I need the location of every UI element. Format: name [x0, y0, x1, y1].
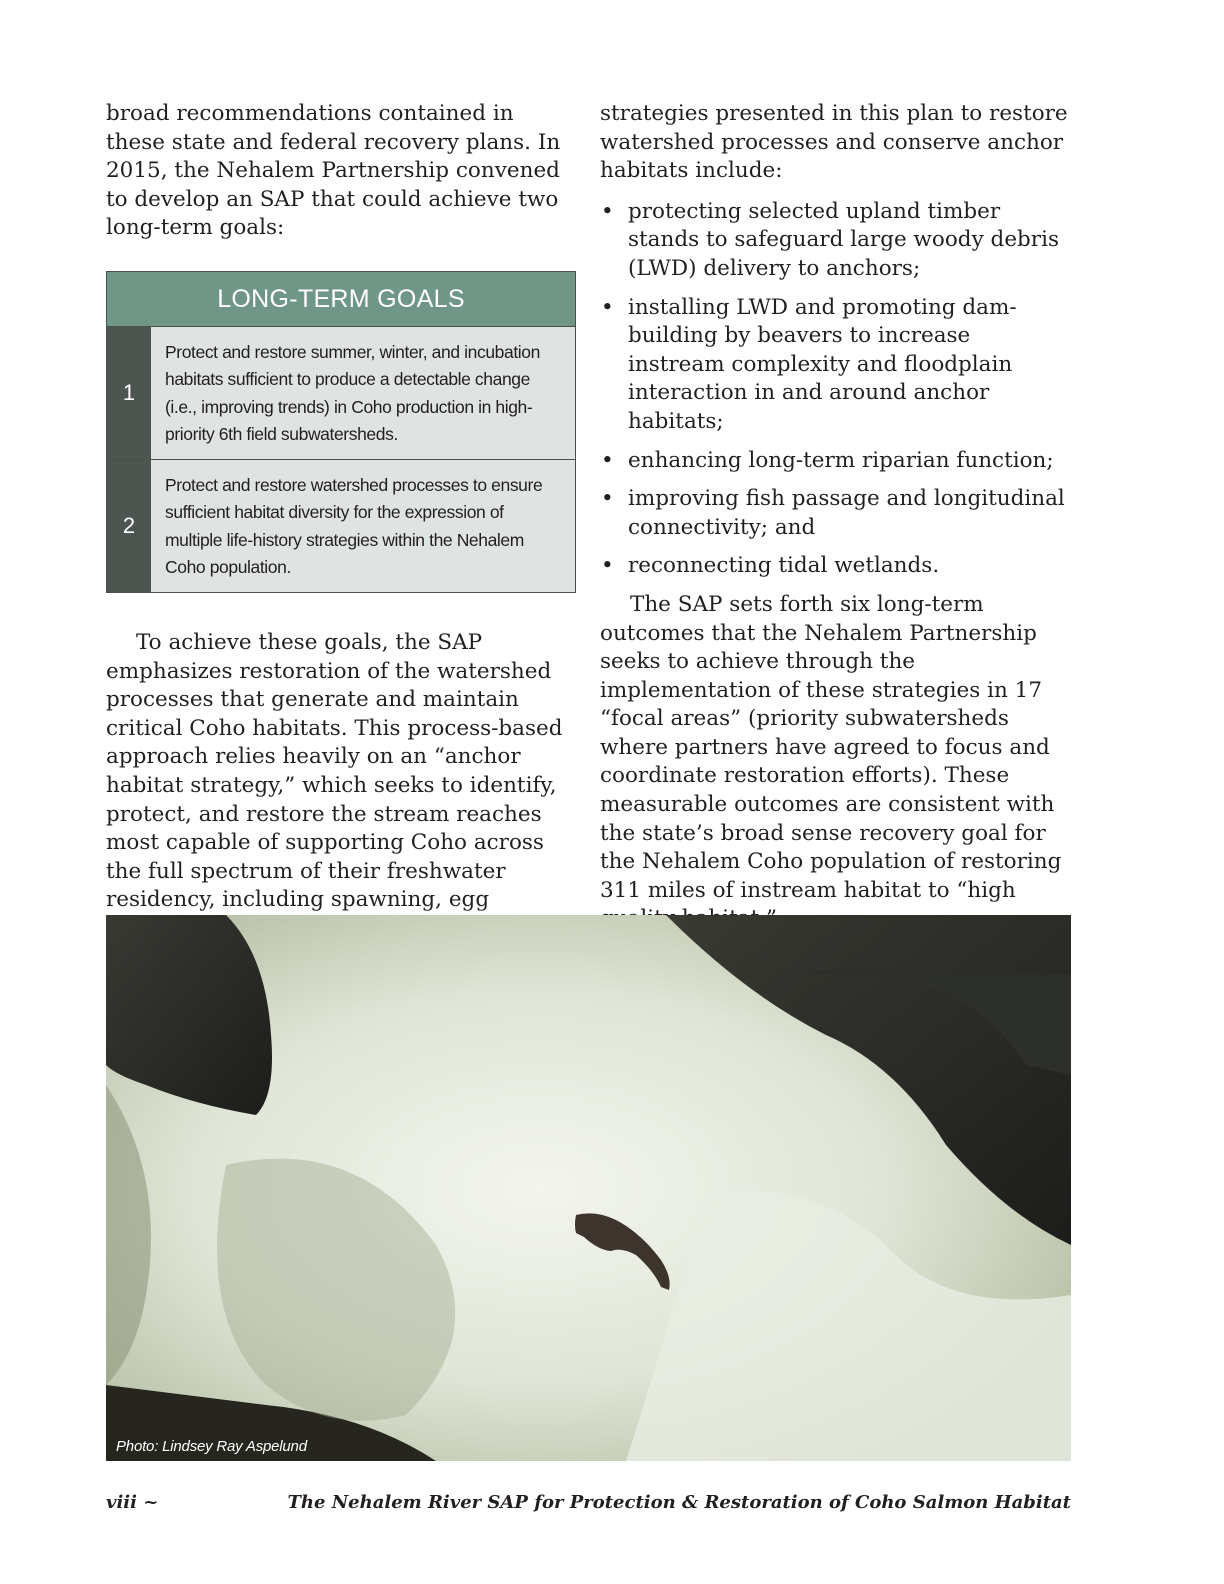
waterfall-illustration [106, 915, 1071, 1461]
page-number: viii ~ [106, 1492, 159, 1513]
list-item: • improving fish passage and longitudinal connectivity; and [600, 485, 1072, 542]
strategy-list [600, 198, 1072, 581]
list-item: • reconnecting tidal wetlands. [600, 552, 1072, 581]
goal-number: 1 [107, 327, 151, 459]
goal-row [107, 327, 575, 459]
waterfall-photo [106, 915, 1071, 1461]
list-item: • protecting selected upland timber stands to safeguard large woody debris (LWD) delivery to anchors; [600, 198, 1072, 284]
goals-table-title: LONG-TERM GOALS [107, 272, 575, 327]
right-column [600, 100, 1072, 934]
long-term-goals-table [106, 271, 576, 593]
outcomes-paragraph: The SAP sets forth six long-term outcomes that the Nehalem Partnership seeks to achieve through the implementation of these strategies in 17 “focal areas” (priority subwatersheds where partners have agreed to focus and coordinate restoration efforts). These measurable outcomes are consistent with the state’s broad sense recovery goal for the Nehalem Coho population of restoring 311 miles of instream habitat to “high [600, 591, 1062, 903]
intro-paragraph: broad recommendations contained in these state and federal recovery plans. In 2015, the Nehalem Partnership convened to develop an SAP that could achieve two long-term goals: [106, 101, 561, 241]
left-column [106, 100, 578, 972]
strategies-paragraph: strategies presented in this plan to restore watershed processes and conserve anchor habitats include: [600, 101, 1068, 184]
list-item: • enhancing long-term riparian function; [600, 447, 1072, 476]
goal-row [107, 459, 575, 592]
goal-number: 2 [107, 460, 151, 592]
goal-text: Protect and restore summer, winter, and incubation habitats sufficient to produce a detectable change (i.e., improving trends) in Coho production in high-priority 6th field subwatersheds. [151, 327, 575, 459]
running-title: The Nehalem River SAP for Protection & Restoration of Coho Salmon Habitat [287, 1492, 1071, 1513]
approach-paragraph: To achieve these goals, the SAP emphasizes restoration of the watershed processes that generate and maintain critical Coho habitats. This process-based approach relies heavily on an “anchor habitat strategy,” which seeks to identify, protect, and restore the stream reaches most capable of supporting Coho across the full spectrum of their freshwater residency, including spawning, egg [106, 629, 563, 913]
photo-credit: Photo: Lindsey Ray Aspelund [116, 1438, 307, 1455]
goal-text: Protect and restore watershed processes to ensure sufficient habitat diversity for the expression of multiple life-history strategies within the Nehalem Coho population. [151, 460, 575, 592]
list-item: • installing LWD and promoting dam-building by beavers to increase instream complexity and floodplain interaction in and around anchor habitats; [600, 294, 1072, 437]
